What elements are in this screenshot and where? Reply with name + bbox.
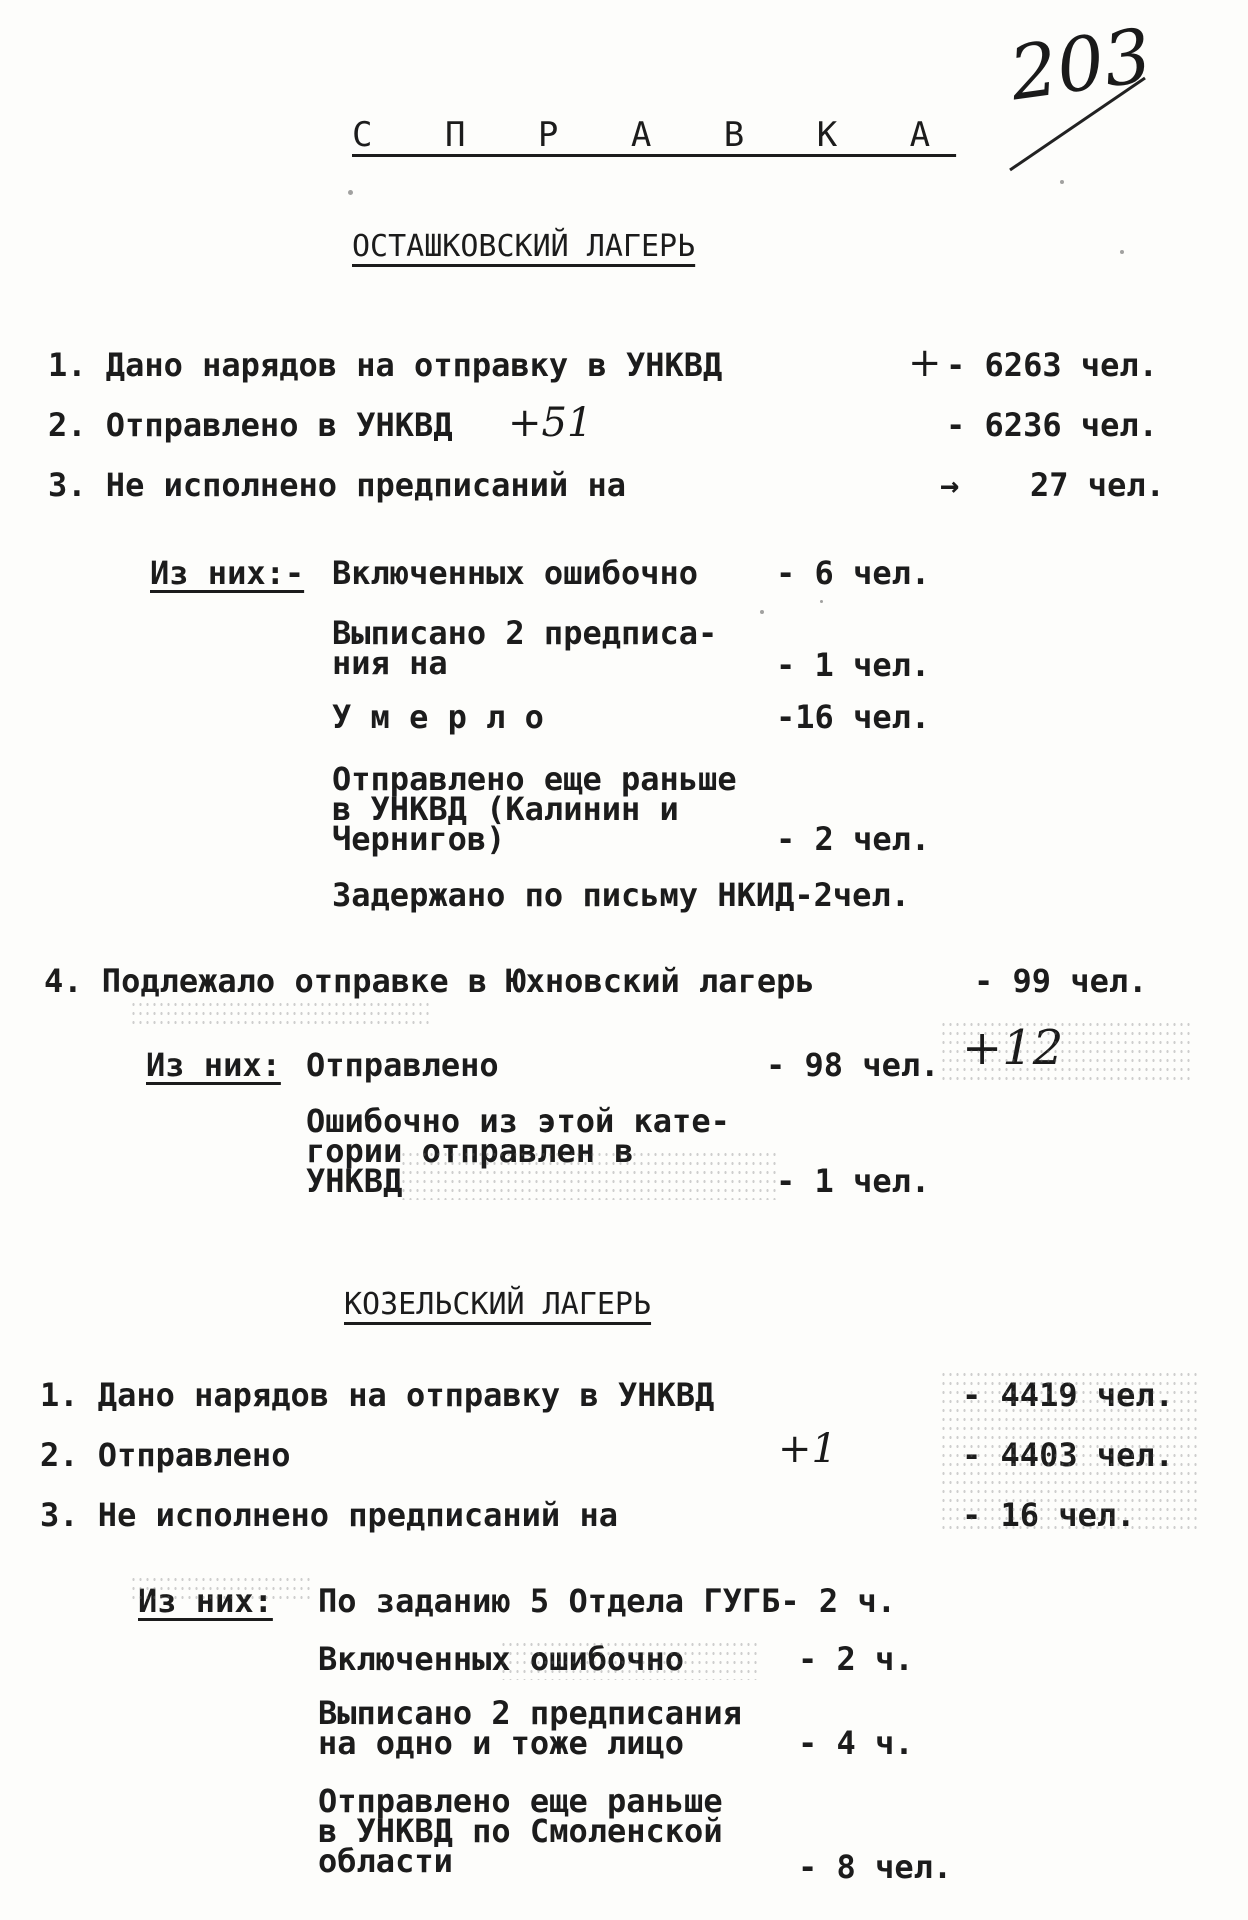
ostashkov-item4-breakdown-2-value: - 1 чел.: [776, 1162, 931, 1200]
ostashkov-item-1-value: - 6263 чел.: [946, 346, 1158, 384]
kozelsk-breakdown-2-value: - 2 ч.: [798, 1640, 914, 1678]
handwritten-plus-mark: +: [908, 340, 942, 386]
scan-speck: [1060, 180, 1064, 184]
kozelsk-item-2-value: - 4403 чел.: [962, 1436, 1174, 1474]
kozelsk-breakdown-2-line-1: Включенных ошибочно: [318, 1640, 685, 1678]
ostashkov-item4-breakdown-1-value: - 98 чел.: [766, 1046, 940, 1084]
scan-noise: [500, 1640, 760, 1680]
kozelsk-breakdown-3-value: - 4 ч.: [798, 1724, 914, 1762]
ostashkov-breakdown-3-line-1: У м е р л о: [332, 698, 544, 736]
scan-noise: [130, 1575, 310, 1605]
ostashkov-breakdown-1-line-1: Включенных ошибочно: [332, 554, 699, 592]
kozelsk-item-2-label: 2. Отправлено: [40, 1436, 291, 1474]
scan-noise: [940, 1020, 1190, 1080]
scan-speck: [760, 610, 764, 614]
ostashkov-item-2-value: - 6236 чел.: [946, 406, 1158, 444]
ostashkov-breakdown-5-line-1: Задержано по письму НКИД-2чел.: [332, 876, 910, 914]
ostashkov-item-3-value: 27 чел.: [1030, 466, 1165, 504]
kozelsk-breakdown-label: Из них:: [138, 1582, 273, 1620]
scan-speck: [820, 600, 823, 603]
ostashkov-breakdown-1-value: - 6 чел.: [776, 554, 931, 592]
ostashkov-item-1-label: 1. Дано нарядов на отправку в УНКВД: [48, 346, 723, 384]
ostashkov-item-3-arrow: →: [940, 466, 960, 504]
kozelsk-item-3-label: 3. Не исполнено предписаний на: [40, 1496, 618, 1534]
kozelsk-breakdown-4-line-2: в УНКВД по Смоленской: [318, 1812, 723, 1850]
document-title: С П Р А В К А: [352, 115, 957, 155]
scan-noise: [400, 1150, 780, 1200]
ostashkov-breakdown-2-line-2: ния на: [332, 644, 448, 682]
scan-noise: [940, 1370, 1200, 1534]
kozelsk-breakdown-4-line-1: Отправлено еще раньше: [318, 1782, 723, 1820]
ostashkov-item-2-label: 2. Отправлено в УНКВД: [48, 406, 453, 444]
scan-speck: [1120, 250, 1124, 254]
scan-noise: [130, 1000, 430, 1028]
ostashkov-breakdown-4-line-1: Отправлено еще раньше: [332, 760, 737, 798]
ostashkov-item-3-label: 3. Не исполнено предписаний на: [48, 466, 626, 504]
kozelsk-breakdown-4-value: - 8 чел.: [798, 1848, 953, 1886]
pen-stroke-mark: [1000, 70, 1150, 180]
ostashkov-breakdown-4-line-2: в УНКВД (Калинин и: [332, 790, 679, 828]
ostashkov-breakdown-2-line-1: Выписано 2 предписа-: [332, 614, 718, 652]
ostashkov-item-4-label: 4. Подлежало отправке в Юхновский лагерь: [44, 962, 815, 1000]
kozelsk-item-1-value: - 4419 чел.: [962, 1376, 1174, 1414]
ostashkov-breakdown-label: Из них:-: [150, 554, 305, 592]
section-heading-ostashkov: ОСТАШКОВСКИЙ ЛАГЕРЬ: [352, 229, 696, 264]
kozelsk-item-1-label: 1. Дано нарядов на отправку в УНКВД: [40, 1376, 715, 1414]
ostashkov-item-4-value: - 99 чел.: [974, 962, 1148, 1000]
handwritten-page-number: 203: [1004, 12, 1157, 118]
kozelsk-breakdown-1-line-1: По заданию 5 Отдела ГУГБ- 2 ч.: [318, 1582, 896, 1620]
handwritten-plus-51: +51: [508, 400, 593, 446]
ostashkov-item4-breakdown-2-line-3: УНКВД: [306, 1162, 403, 1200]
scan-speck: [348, 190, 353, 195]
kozelsk-breakdown-4-line-3: области: [318, 1842, 453, 1880]
ostashkov-breakdown-3-value: -16 чел.: [776, 698, 931, 736]
kozelsk-breakdown-3-line-2: на одно и тоже лицо: [318, 1724, 685, 1762]
ostashkov-breakdown-4-value: - 2 чел.: [776, 820, 931, 858]
ostashkov-item4-breakdown-2-line-2: гории отправлен в: [306, 1132, 634, 1170]
kozelsk-breakdown-3-line-1: Выписано 2 предписания: [318, 1694, 742, 1732]
ostashkov-item4-breakdown-1-line-1: Отправлено: [306, 1046, 499, 1084]
handwritten-plus-12: +12: [962, 1020, 1064, 1076]
ostashkov-breakdown-4-line-3: Чернигов): [332, 820, 506, 858]
ostashkov-item4-breakdown-label: Из них:: [146, 1046, 281, 1084]
section-heading-kozelsk: КОЗЕЛЬСКИЙ ЛАГЕРЬ: [344, 1287, 652, 1322]
ostashkov-item4-breakdown-2-line-1: Ошибочно из этой кате-: [306, 1102, 730, 1140]
ostashkov-breakdown-2-value: - 1 чел.: [776, 646, 931, 684]
handwritten-plus-1: +1: [778, 1426, 837, 1472]
kozelsk-item-3-value: - 16 чел.: [962, 1496, 1136, 1534]
